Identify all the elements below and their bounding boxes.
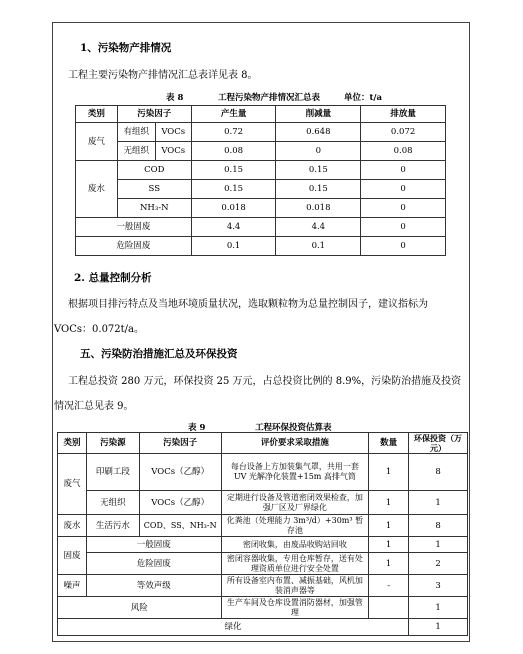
- cell-reduced: 0.1: [276, 237, 361, 256]
- cell-emitted: 0: [361, 237, 446, 256]
- section-title-pollutants: 1、污染物产排情况: [80, 42, 172, 54]
- cell-quantity: 1: [369, 515, 409, 537]
- cell-emitted: 0.072: [361, 123, 446, 142]
- cell-reduced: 0.15: [276, 161, 361, 180]
- header-quantity: 数量: [369, 433, 409, 454]
- header-measures: 评价要求采取措施: [221, 433, 369, 454]
- cell-investment: 1: [409, 537, 468, 553]
- cell-quantity: 1: [369, 553, 409, 575]
- header-source: 污染源: [86, 433, 139, 454]
- table-row: [76, 218, 446, 237]
- header-category: 类别: [58, 433, 87, 454]
- cell-reduced: 0: [276, 142, 361, 161]
- cell-factor: VOCs（乙醇）: [139, 491, 221, 515]
- cell-emitted: 0: [361, 199, 446, 218]
- table-header-row: [76, 106, 446, 123]
- investment-table: [57, 432, 468, 636]
- cell-emitted: 0: [361, 218, 446, 237]
- cell-emitted: 0.08: [361, 142, 446, 161]
- table-row: [58, 491, 468, 515]
- table-row: [58, 553, 468, 575]
- cell-factor: 一般固废: [76, 218, 192, 237]
- table-row: [58, 454, 468, 491]
- table9-caption-title: 工程环保投资估算表: [255, 423, 332, 433]
- cell-reduced: 0.648: [276, 123, 361, 142]
- cell-generated: 0.15: [191, 180, 276, 199]
- header-generated: 产生量: [191, 106, 276, 123]
- cell-investment: 2: [409, 553, 468, 575]
- header-category: 类别: [76, 106, 118, 123]
- cell-quantity: [369, 597, 409, 619]
- table8-caption-unit: 单位：t/a: [344, 93, 383, 103]
- cell-factor: VOCs（乙醇）: [139, 454, 221, 491]
- cell-source: 生活污水: [86, 515, 139, 537]
- cell-investment: 1: [409, 597, 468, 619]
- cell-reduced: 4.4: [276, 218, 361, 237]
- cell-investment: 8: [409, 454, 468, 491]
- cell-quantity: 1: [369, 454, 409, 491]
- cell-quantity: 1: [369, 491, 409, 515]
- cell-category: 废气: [76, 123, 118, 161]
- cell-factor: 危险固废: [76, 237, 192, 256]
- cell-source: 绿化: [58, 619, 409, 636]
- total-control-text-line2: VOCs：0.072t/a。: [54, 324, 145, 335]
- cell-generated: 0.72: [191, 123, 276, 142]
- cell-source: 印刷工段: [86, 454, 139, 491]
- cell-subcategory: 无组织: [117, 142, 155, 161]
- cell-factor: COD、SS、NH₃-N: [139, 515, 221, 537]
- section-intro-pollutants: 工程主要污染物产排情况汇总表详见表 8。: [68, 70, 258, 81]
- cell-category: 固废: [58, 537, 87, 575]
- cell-generated: 4.4: [191, 218, 276, 237]
- total-control-text-line1: 根据项目排污特点及当地环境质量状况，选取颗粒物为总量控制因子，建议指标为: [68, 299, 428, 310]
- table-row: [58, 619, 468, 636]
- cell-quantity: 1: [369, 537, 409, 553]
- cell-investment: 3: [409, 575, 468, 597]
- cell-factor: COD: [117, 161, 191, 180]
- table-row: [76, 123, 446, 142]
- cell-emitted: 0: [361, 161, 446, 180]
- cell-source: 风险: [58, 597, 222, 619]
- cell-generated: 0.15: [191, 161, 276, 180]
- cell-source: 等效声级: [86, 575, 221, 597]
- cell-investment: 8: [409, 515, 468, 537]
- cell-measures: 生产车间及仓库设置消防器材，加强管理: [221, 597, 369, 619]
- cell-emitted: 0: [361, 180, 446, 199]
- cell-measures: 所有设备室内布置、减振基础，风机加装消声器等: [221, 575, 369, 597]
- section-title-total-control: 2. 总量控制分析: [74, 272, 152, 284]
- table-row: [58, 575, 468, 597]
- cell-source: 无组织: [86, 491, 139, 515]
- cell-factor: VOCs: [155, 123, 191, 142]
- table-row: [76, 161, 446, 180]
- cell-measures: 化粪池（处理能力 3m³/d）+30m³ 暂存池: [221, 515, 369, 537]
- table8-caption-no: 表 8: [166, 93, 184, 103]
- cell-measures: 每台设备上方加装集气罩，共用一套 UV 光解净化装置+15m 高排气筒: [221, 454, 369, 491]
- cell-factor: VOCs: [155, 142, 191, 161]
- header-investment: 环保投资（万元）: [409, 433, 468, 454]
- header-factor: 污染因子: [117, 106, 191, 123]
- table9-caption-no: 表 9: [188, 423, 206, 433]
- cell-factor: SS: [117, 180, 191, 199]
- cell-source: 一般固废: [86, 537, 221, 553]
- cell-investment: 1: [409, 491, 468, 515]
- cell-category: 废气: [58, 454, 87, 515]
- pollutant-table: [75, 105, 446, 256]
- cell-category: 废水: [58, 515, 87, 537]
- cell-generated: 0.08: [191, 142, 276, 161]
- header-emitted: 排放量: [361, 106, 446, 123]
- cell-reduced: 0.018: [276, 199, 361, 218]
- investment-text-line1: 工程总投资 280 万元，环保投资 25 万元，占总投资比例的 8.9%，污染防治措施及投资: [68, 376, 462, 387]
- investment-text-line2: 情况汇总见表 9。: [54, 401, 134, 412]
- table-row: [58, 597, 468, 619]
- header-factor: 污染因子: [139, 433, 221, 454]
- cell-measures: 密闭收集，由废品收购站回收: [221, 537, 369, 553]
- cell-reduced: 0.15: [276, 180, 361, 199]
- cell-category: 噪声: [58, 575, 87, 597]
- cell-factor: NH₃-N: [117, 199, 191, 218]
- table-row: [76, 180, 446, 199]
- header-reduced: 削减量: [276, 106, 361, 123]
- table-header-row: [58, 433, 468, 454]
- cell-subcategory: 有组织: [117, 123, 155, 142]
- table-row: [58, 537, 468, 553]
- cell-generated: 0.1: [191, 237, 276, 256]
- cell-generated: 0.018: [191, 199, 276, 218]
- section-title-investment: 五、污染防治措施汇总及环保投资: [80, 348, 238, 360]
- table-row: [76, 199, 446, 218]
- cell-source: 危险固废: [86, 553, 221, 575]
- table-row: [76, 237, 446, 256]
- table-row: [76, 142, 446, 161]
- table-row: [58, 515, 468, 537]
- cell-category: 废水: [76, 161, 118, 218]
- cell-measures: 定期进行设备及管道密闭效果检查，加强厂区及厂界绿化: [221, 491, 369, 515]
- table8-caption-title: 工程污染物产排情况汇总表: [218, 93, 321, 103]
- cell-measures: 密闭容器收集，专用仓库暂存，送有处理资质单位进行安全处置: [221, 553, 369, 575]
- cell-investment: 1: [409, 619, 468, 636]
- cell-quantity: -: [369, 575, 409, 597]
